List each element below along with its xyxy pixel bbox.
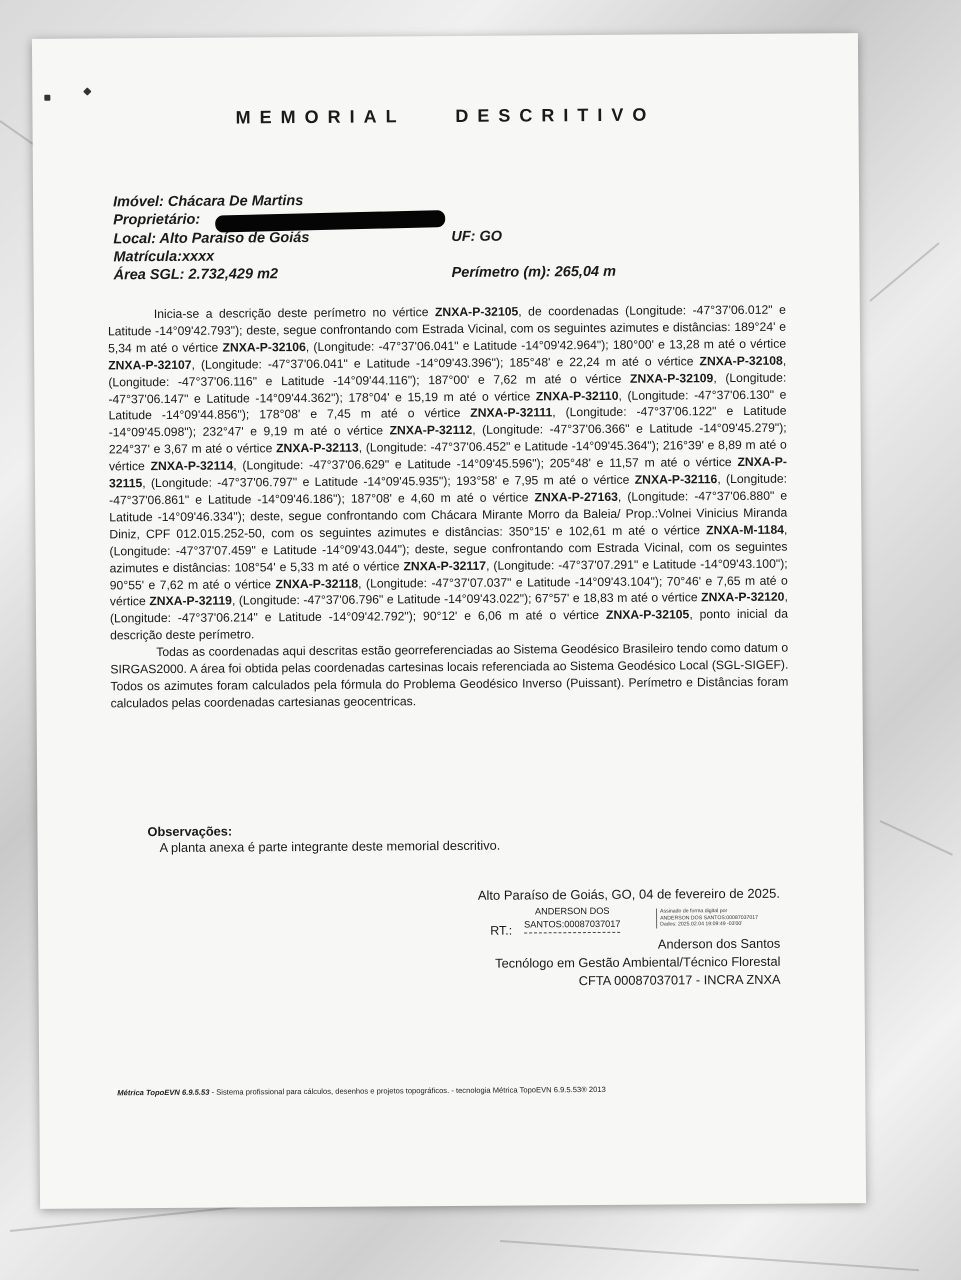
paragraph-text: , (Longitude: -47°37'06.116" e Latitude -14°09'44.116"); 187°00' e 7,62 m até o vértice (108, 353, 787, 389)
vertex-code: ZNXA-P-32118 (275, 576, 359, 591)
stamp-line: Assinado de forma digital por (660, 908, 728, 915)
area-field: Área SGL: 2.732,429 m2 (113, 266, 279, 284)
footer-separator: - (449, 1085, 456, 1096)
paragraph-text: , de coordenadas (Longitude: -47°37'06.012" e Latitude -14°09'42.793"); deste, segue confrontando com Estrada Vicinal, com os seguintes azimutes e distâncias: 189°24' e 5,34 m até o vértice (107, 302, 787, 356)
digital-signature-stamp (656, 908, 758, 928)
registration-field: Matrícula:xxxx (113, 248, 215, 266)
digital-signature-name (524, 905, 621, 934)
paragraph-text: , (Longitude: -47°37'06.041" e Latitude -14°09'42.964"); 180°00' e 13,28 m até o vértice (305, 336, 787, 354)
staple-mark (44, 95, 50, 101)
document-page (32, 33, 866, 1209)
paragraph-text: , (Longitude: -47°37'06.122" e Latitude -14°09'45.098"); 232°47' e 9,19 m até o vértice (108, 404, 787, 440)
paragraph-text: , (Longitude: -47°37'06.797" e Latitude -14°09'45.935"); 193°58' e 7,95 m até o vértice (142, 472, 635, 491)
vertex-code: ZNXA-P-32115 (108, 454, 787, 491)
vertex-code: ZNXA-P-32110 (535, 388, 619, 403)
paragraph-text: , (Longitude: -47°37'06.366" e Latitude -14°09'45.279"); 224°37' e 3,67 m até o vértice (108, 420, 787, 457)
vertex-code: ZNXA-P-32105 (605, 607, 690, 623)
footer-technology: tecnologia Métrica TopoEVN 6.9.5.53® 2013 (455, 1084, 606, 1095)
vertex-code: ZNXA-M-1184 (706, 522, 785, 537)
rt-label: RT.: (490, 923, 513, 938)
vertex-code: ZNXA-P-32116 (634, 472, 718, 487)
signature-name-line: SANTOS:00087037017 (524, 918, 621, 930)
vertex-code: ZNXA-P-32119 (149, 593, 232, 609)
stamp-line: ANDERSON DOS SANTOS:00087037017 (660, 914, 759, 922)
marble-vein (869, 242, 939, 301)
marble-vein (500, 1240, 919, 1271)
paragraph-text: , (Longitude: -47°37'06.130" e Latitude -14°09'44.856"); 178°08' e 7,45 m até o vértice (108, 387, 787, 423)
state-field: UF: GO (451, 228, 503, 245)
description-paragraph (110, 640, 788, 712)
paragraph-text: , (Longitude: -47°37'06.041" e Latitude -14°09'43.396"); 185°48' e 22,24 m até o vértice (191, 353, 700, 372)
paragraph-text: Todas as coordenadas aqui descritas estão georreferenciadas ao Sistema Geodésico Brasileiro tendo como datum o SIRGAS2000. A área foi obtida pelas coordenadas cartesinas locais referenciada ao Sistema Geodésico Local (SGL-SIGEF). Todos os azimutes foram calculados pela fórmula do Problema Geodésico Inverso (Puissant). Perímetro e Distâncias foram calculados pelas coordenadas cartesianas geocentricas. (110, 640, 789, 711)
description-body (108, 302, 789, 712)
signatory-registration: CFTA 00087037017 - INCRA ZNXA (578, 971, 781, 989)
signatory-role: Tecnólogo em Gestão Ambiental/Técnico Florestal (495, 953, 781, 971)
paragraph-text: , (Longitude: -47°37'07.459" e Latitude -14°09'43.044"); deste, segue confrontando com Estrada Vicinal, com os seguintes azimutes e distâncias: 108°54' e 5,33 m até o vértice (109, 522, 788, 575)
paragraph-text: , ponto inicial da descrição deste perímetro. (110, 606, 789, 643)
vertex-code: ZNXA-P-32117 (403, 558, 487, 573)
vertex-code: ZNXA-P-32107 (108, 357, 192, 373)
paragraph-text: , (Longitude: -47°37'06.452" e Latitude -14°09'45.364"); 216°39' e 8,89 m até o vértice (108, 437, 787, 474)
description-paragraph (108, 302, 788, 645)
paragraph-text: , (Longitude: -47°37'06.214" e Latitude -14°09'42.792"); 90°12' e 6,06 m até o vértice (109, 590, 788, 626)
owner-redaction-bar (215, 210, 445, 233)
owner-label: Proprietário: (113, 211, 201, 229)
property-location: Local: Alto Paraíso de Goiás (113, 229, 310, 248)
paragraph-text: , (Longitude: -47°37'06.861" e Latitude -14°09'46.186"); 187°08' e 4,60 m até o vértice (109, 471, 788, 508)
paragraph-text: Inicia-se a descrição deste perímetro no vértice (153, 305, 436, 322)
vertex-code: ZNXA-P-32120 (701, 590, 785, 605)
paragraph-text: , (Longitude: -47°37'07.291" e Latitude -14°09'43.100"); 90°55' e 7,62 m até o vértice (109, 556, 788, 592)
observations-text: A planta anexa é parte integrante deste memorial descritivo. (159, 837, 501, 856)
property-name: Imóvel: Chácara De Martins (113, 193, 304, 211)
stamp-line: Dados: 2025.02.04 19:09:49 -03'00' (660, 920, 743, 928)
place-date-line: Alto Paraíso de Goiás, GO, 04 de fevereiro de 2025. (477, 885, 780, 903)
footer-brand: Métrica TopoEVN 6.9.5.53 (117, 1087, 210, 1098)
paragraph-text: , (Longitude: -47°37'07.037" e Latitude -14°09'43.104"); 70°46' e 7,65 m até o vértice (109, 573, 788, 609)
vertex-code: ZNXA-P-32111 (470, 405, 553, 421)
vertex-code: ZNXA-P-27163 (534, 489, 618, 505)
vertex-code: ZNXA-P-32109 (629, 370, 714, 386)
marble-vein (880, 820, 953, 856)
paragraph-text: , (Longitude: -47°37'06.880" e Latitude -14°09'46.334"); deste, segue confrontando com Chácara Mirante Morro da Baleia/ Prop.:Volnei Vinicius Miranda Diniz, CPF 012.015.252-50, com os seguintes azimutes e distâncias: 350°15' e 102,61 m até o vértice (109, 488, 788, 542)
paragraph-text: , (Longitude: -47°37'06.147" e Latitude -14°09'44.362"); 178°04' e 15,19 m até o vértice (108, 370, 787, 406)
staple-mark (83, 87, 91, 95)
observations-heading: Observações: (147, 823, 233, 840)
paragraph-text: , (Longitude: -47°37'06.796" e Latitude -14°09'43.022"); 67°57' e 18,83 m até o vértice (231, 590, 702, 608)
software-footer (117, 1085, 606, 1097)
vertex-code: ZNXA-P-32108 (699, 353, 783, 368)
vertex-code: ZNXA-P-32113 (276, 440, 359, 456)
vertex-code: ZNXA-P-32112 (389, 423, 473, 438)
signatory-name: Anderson dos Santos (657, 935, 781, 952)
vertex-code: ZNXA-P-32105 (434, 304, 519, 320)
paragraph-text: , (Longitude: -47°37'06.629" e Latitude -14°09'45.596"); 205°48' e 11,57 m até o vértice (233, 455, 738, 473)
vertex-code: ZNXA-P-32114 (150, 458, 234, 474)
footer-description: - Sistema profissional para cálculos, desenhos e projetos topográficos. (209, 1086, 450, 1097)
signature-name-line: ANDERSON DOS (534, 905, 610, 917)
perimeter-field: Perímetro (m): 265,04 m (451, 263, 617, 281)
document-title: MEMORIAL DESCRITIVO (235, 104, 656, 128)
vertex-code: ZNXA-P-32106 (222, 339, 306, 355)
